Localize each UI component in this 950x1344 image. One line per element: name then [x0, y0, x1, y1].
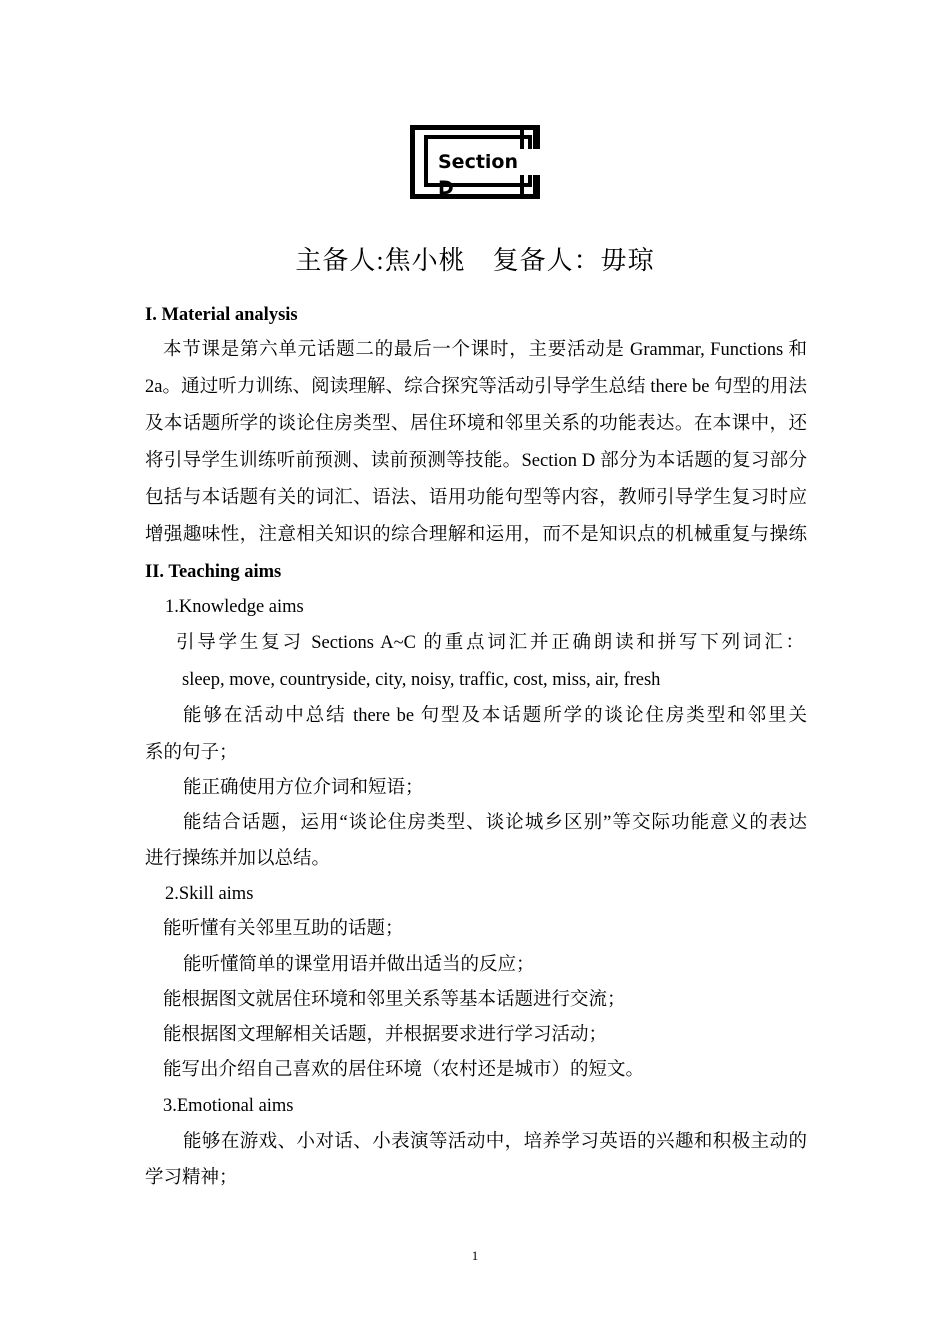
paragraph-line: 能够在游戏、小对话、小表演等活动中，培养学习英语的兴趣和积极主动的 — [183, 1132, 807, 1152]
paragraph-line: 能根据图文就居住环境和邻里关系等基本话题进行交流； — [163, 990, 626, 1010]
paragraph-line: 增强趣味性，注意相关知识的综合理解和运用，而不是知识点的机械重复与操练 — [145, 525, 807, 545]
logo-label: Section D — [436, 149, 542, 175]
paragraph-line: 包括与本话题有关的词汇、语法、语用功能句型等内容，教师引导学生复习时应 — [145, 488, 807, 508]
paragraph-line: 将引导学生训练听前预测、读前预测等技能。Section D 部分为本话题的复习部分 — [145, 451, 807, 471]
paragraph-line: 能够在活动中总结 there be 句型及本话题所学的谈论住房类型和邻里关 — [183, 706, 807, 726]
paragraph-line: 本节课是第六单元话题二的最后一个课时，主要活动是 Grammar, Functions 和 — [163, 340, 807, 360]
paragraph-line: 能结合话题，运用“谈论住房类型、谈论城乡区别”等交际功能意义的表达 — [183, 813, 807, 833]
section-heading: II. Teaching aims — [145, 562, 282, 582]
subsection-title: 3.Emotional aims — [163, 1096, 294, 1116]
subsection-title: 1.Knowledge aims — [165, 597, 304, 617]
vocabulary-line: sleep, move, countryside, city, noisy, traffic, cost, miss, air, fresh — [182, 670, 661, 690]
page-title: 主备人:焦小桃 复备人：毋琼 — [295, 246, 655, 275]
paragraph-line: 能正确使用方位介词和短语； — [183, 778, 424, 798]
paragraph-line: 能听懂有关邻里互助的话题； — [163, 919, 404, 939]
subsection-title: 2.Skill aims — [165, 884, 254, 904]
paragraph-line: 系的句子； — [145, 743, 238, 763]
paragraph-line: 2a。通过听力训练、阅读理解、综合探究等活动引导学生总结 there be 句型的用法 — [145, 377, 807, 397]
paragraph-line: 引导学生复习 Sections A~C 的重点词汇并正确朗读和拼写下列词汇： — [176, 633, 804, 653]
paragraph-line: 能根据图文理解相关话题，并根据要求进行学习活动； — [163, 1025, 608, 1045]
paragraph-line: 能听懂简单的课堂用语并做出适当的反应； — [183, 955, 535, 975]
paragraph-line: 学习精神； — [145, 1168, 238, 1188]
paragraph-line: 进行操练并加以总结。 — [145, 849, 331, 869]
section-d-logo — [410, 125, 542, 199]
paragraph-line: 及本话题所学的谈论住房类型、居住环境和邻里关系的功能表达。在本课中，还 — [145, 414, 807, 434]
paragraph-line: 能写出介绍自己喜欢的居住环境（农村还是城市）的短文。 — [163, 1060, 645, 1080]
section-heading: I. Material analysis — [145, 305, 298, 325]
page-number: 1 — [471, 1248, 479, 1263]
